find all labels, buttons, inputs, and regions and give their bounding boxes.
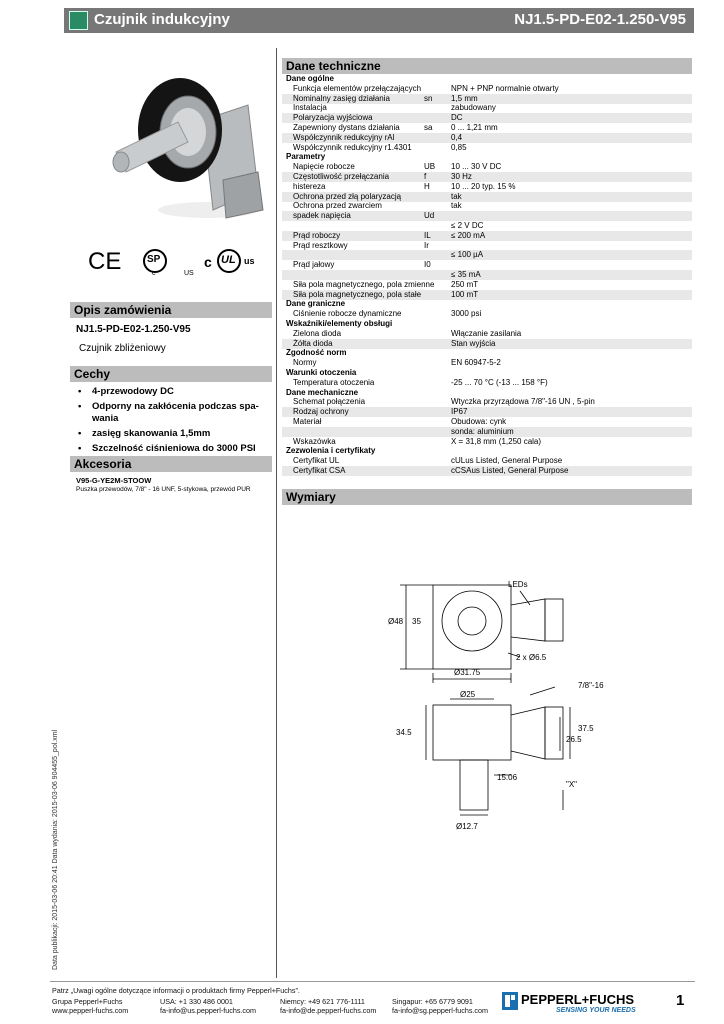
- row-value: 30 Hz: [451, 172, 472, 181]
- dim-label-34-5: 34.5: [396, 728, 412, 737]
- ce-mark-icon: CE: [88, 248, 122, 275]
- table-group-row: [282, 348, 692, 358]
- features-section-header: Cechy: [70, 366, 272, 382]
- table-row: [282, 162, 692, 172]
- table-group-row: [282, 74, 692, 84]
- row-label: Instalacja: [293, 103, 327, 113]
- footer-text: Grupa Pepperl+Fuchs: [52, 997, 123, 1006]
- row-symbol: H: [424, 181, 430, 191]
- row-symbol: IL: [424, 230, 431, 240]
- tech-section-header: Dane techniczne: [282, 58, 692, 74]
- brand-logo-icon: [502, 992, 518, 1010]
- dim-label-d25: Ø25: [460, 690, 476, 699]
- ul-us-label: us: [244, 256, 255, 266]
- order-code: NJ1.5-PD-E02-1.250-V95: [76, 324, 191, 335]
- row-value: 0 ... 1,21 mm: [451, 123, 498, 132]
- dim-label-d12-7: Ø12.7: [456, 822, 478, 831]
- csa-us-label: US: [184, 270, 194, 277]
- footer-text: Singapur: +65 6779 9091: [392, 997, 473, 1006]
- dim-label-leds: LEDs: [508, 580, 528, 589]
- table-row: [282, 103, 692, 113]
- footer-text: Niemcy: +49 621 776-1111: [280, 997, 365, 1006]
- table-row: [282, 329, 692, 339]
- dimension-drawing: [370, 575, 630, 845]
- list-item: • Szczelność ciśnieniowa do 3000 PSI: [76, 443, 277, 455]
- list-item: • 4-przewodowy DC: [76, 386, 277, 398]
- table-group-row: [282, 388, 692, 398]
- table-row: [282, 172, 692, 182]
- row-label: Certyfikat CSA: [293, 466, 346, 475]
- row-value: 1,5 mm: [451, 93, 478, 103]
- table-group-row: [282, 446, 692, 456]
- footer-col-sg: [392, 997, 488, 1015]
- csa-mark-text: SP: [147, 254, 161, 265]
- row-label: Napięcie robocze: [293, 162, 355, 172]
- dim-label-d31-75: Ø31.75: [454, 668, 481, 677]
- group-title: Dane ogólne: [286, 74, 335, 83]
- footer-col-group: [52, 997, 128, 1015]
- footer-col-usa: [160, 997, 256, 1015]
- table-row: [282, 270, 692, 280]
- row-value: IP67: [451, 407, 468, 417]
- row-value: X = 31,8 mm (1,250 cala): [451, 436, 542, 446]
- group-title: Dane mechaniczne: [286, 387, 359, 397]
- ul-c-label: c: [204, 254, 212, 270]
- dim-label-d48: Ø48: [388, 617, 404, 626]
- row-label: Siła pola magnetycznego, pola stałe: [293, 289, 422, 299]
- row-label: spadek napięcia: [293, 211, 351, 221]
- row-label: Zapewniony dystans działania: [293, 123, 400, 132]
- header-bar: [64, 8, 694, 33]
- table-row: [282, 397, 692, 407]
- row-label: Certyfikat UL: [293, 456, 340, 466]
- dim-label-holes: 2 x Ø6.5: [516, 653, 547, 662]
- row-value: 0,4: [451, 132, 463, 142]
- table-row: [282, 378, 692, 388]
- table-row: [282, 407, 692, 417]
- table-group-row: [282, 152, 692, 162]
- footer-link[interactable]: www.pepperl-fuchs.com: [52, 1006, 129, 1015]
- table-row: [282, 94, 692, 104]
- table-row: [282, 339, 692, 349]
- table-row: [282, 427, 692, 437]
- row-value: NPN + PNP normalnie otwarty: [451, 83, 559, 93]
- order-description: Czujnik zbliżeniowy: [79, 343, 166, 354]
- row-label: Żółta dioda: [293, 338, 333, 348]
- footer-text: USA: +1 330 486 0001: [160, 997, 233, 1006]
- table-group-row: [282, 299, 692, 309]
- row-label: Wskazówka: [293, 436, 336, 446]
- product-photo: [108, 60, 268, 220]
- row-value: Obudowa: cynk: [451, 417, 507, 426]
- group-title: Parametry: [286, 152, 326, 162]
- footer-col-de: [280, 997, 376, 1015]
- table-row: [282, 133, 692, 143]
- row-value: tak: [451, 201, 462, 211]
- list-item: • Odporny na zakłócenia podczas spa-wania: [76, 401, 277, 425]
- group-title: Wskaźniki/elementy obsługi: [286, 319, 393, 328]
- row-value: ≤ 35 mA: [451, 270, 481, 279]
- footer-link[interactable]: fa-info@us.pepperl-fuchs.com: [160, 1006, 256, 1015]
- accessory-code: V95-G-YE2M-STOOW: [76, 476, 152, 485]
- row-label: Polaryzacja wyjściowa: [293, 113, 373, 123]
- list-item: • zasięg skanowania 1,5mm: [76, 428, 277, 440]
- row-label: Ochrona przed złą polaryzacją: [293, 191, 402, 201]
- row-value: ≤ 2 V DC: [451, 221, 484, 230]
- row-value: Włączanie zasilania: [451, 328, 522, 338]
- row-label: Częstotliwość przełączania: [293, 172, 390, 181]
- table-row: [282, 456, 692, 466]
- row-value: DC: [451, 113, 463, 123]
- dim-label-37-5: 37.5: [578, 724, 594, 733]
- page-title: Czujnik indukcyjny: [94, 11, 230, 28]
- table-row: [282, 358, 692, 368]
- header-square-icon: [69, 11, 88, 30]
- row-value: -25 ... 70 °C (-13 ... 158 °F): [451, 377, 548, 387]
- table-group-row: [282, 319, 692, 329]
- row-symbol: sn: [424, 93, 433, 103]
- row-label: Zielona dioda: [293, 328, 342, 338]
- row-label: Siła pola magnetycznego, pola zmienne: [293, 279, 435, 289]
- row-symbol: f: [424, 172, 427, 181]
- row-value: zabudowany: [451, 103, 496, 113]
- table-row: [282, 241, 692, 251]
- dimensions-section-header: Wymiary: [282, 489, 692, 505]
- dim-label-26-5: 26.5: [566, 735, 582, 744]
- table-row: [282, 143, 692, 153]
- row-value: ≤ 200 mA: [451, 230, 486, 240]
- row-label: Ochrona przed zwarciem: [293, 201, 382, 211]
- table-row: [282, 182, 692, 192]
- row-symbol: I0: [424, 260, 431, 270]
- table-row: [282, 250, 692, 260]
- table-row: [282, 231, 692, 241]
- row-value: cCSAus Listed, General Purpose: [451, 466, 569, 475]
- row-label: Prąd roboczy: [293, 230, 341, 240]
- dim-label-35: 35: [412, 617, 421, 626]
- row-value: Wtyczka przyrządowa 7/8"-16 UN , 5-pin: [451, 397, 595, 407]
- order-section-header: Opis zamówienia: [70, 302, 272, 318]
- row-symbol: Ir: [424, 240, 429, 250]
- row-label: Normy: [293, 358, 317, 368]
- row-label: Współczynnik redukcyjny r1.4301: [293, 142, 412, 152]
- dim-label-15-06: 15.06: [497, 773, 518, 782]
- brand-name: PEPPERL+FUCHS: [521, 992, 635, 1007]
- features-list: [76, 386, 277, 455]
- row-label: Prąd jałowy: [293, 260, 335, 270]
- row-label: Schemat połączenia: [293, 397, 366, 407]
- row-label: Prąd resztkowy: [293, 240, 348, 250]
- accessory-description: Puszka przewodów, 7/8" - 16 UNF, 5-stykowa, przewód PUR: [76, 486, 251, 493]
- row-label: histereza: [293, 181, 326, 191]
- brand-slogan: SENSING YOUR NEEDS: [556, 1007, 636, 1014]
- table-row: [282, 290, 692, 300]
- table-row: [282, 466, 692, 476]
- row-value: 250 mT: [451, 279, 479, 289]
- row-symbol: UB: [424, 162, 436, 172]
- row-value: sonda: aluminium: [451, 426, 514, 436]
- row-value: ≤ 100 µA: [451, 250, 484, 260]
- footer-link[interactable]: fa-info@sg.pepperl-fuchs.com: [392, 1006, 488, 1015]
- row-value: Stan wyjścia: [451, 338, 496, 348]
- row-symbol: Ud: [424, 211, 435, 221]
- table-row: [282, 221, 692, 231]
- table-group-row: [282, 368, 692, 378]
- footer-rule: [50, 981, 695, 982]
- row-label: Materiał: [293, 417, 322, 426]
- footer-link[interactable]: fa-info@de.pepperl-fuchs.com: [280, 1006, 377, 1015]
- csa-c-label: c: [152, 270, 156, 277]
- dim-label-x: "X": [566, 780, 578, 789]
- table-row: [282, 123, 692, 133]
- row-value: EN 60947-5-2: [451, 358, 501, 368]
- row-value: 100 mT: [451, 289, 479, 299]
- table-row: [282, 192, 692, 202]
- table-row: [282, 84, 692, 94]
- row-value: 3000 psi: [451, 309, 482, 319]
- table-row: [282, 417, 692, 427]
- group-title: Zgodność norm: [286, 348, 347, 358]
- product-code: NJ1.5-PD-E02-1.250-V95: [514, 11, 686, 28]
- table-row: [282, 309, 692, 319]
- row-value: 10 ... 30 V DC: [451, 162, 502, 172]
- group-title: Zezwolenia i certyfikaty: [286, 446, 376, 456]
- certification-marks: [88, 248, 268, 278]
- row-label: Ciśnienie robocze dynamiczne: [293, 309, 402, 319]
- row-value: 10 ... 20 typ. 15 %: [451, 181, 516, 191]
- accessories-section-header: Akcesoria: [70, 456, 272, 472]
- publication-note: Data publikacji: 2015-03-06 20:41 Data wydania: 2015-03-06 904455_pol.xml: [52, 729, 59, 970]
- row-value: cULus Listed, General Purpose: [451, 456, 563, 466]
- dim-label-thread: 7/8"-16: [578, 681, 604, 690]
- column-divider: [276, 48, 277, 978]
- row-label: Rodzaj ochrony: [293, 407, 349, 417]
- table-row: [282, 437, 692, 447]
- row-value: 0,85: [451, 142, 467, 152]
- table-row: [282, 201, 692, 211]
- table-row: [282, 211, 692, 221]
- group-title: Dane graniczne: [286, 299, 346, 309]
- row-label: Współczynnik redukcyjny rAl: [293, 132, 395, 142]
- ul-mark-text: UL: [221, 254, 236, 266]
- group-title: Warunki otoczenia: [286, 368, 357, 377]
- row-value: tak: [451, 191, 462, 201]
- page-number: 1: [676, 992, 685, 1009]
- table-row: [282, 260, 692, 270]
- row-label: Nominalny zasięg działania: [293, 93, 390, 103]
- table-row: [282, 113, 692, 123]
- table-row: [282, 280, 692, 290]
- row-label: Funkcja elementów przełączających: [293, 83, 422, 93]
- row-label: Temperatura otoczenia: [293, 377, 375, 387]
- footer-note: Patrz „Uwagi ogólne dotyczące informacji o produktach firmy Pepperl+Fuchs”.: [52, 986, 300, 995]
- row-symbol: sa: [424, 123, 433, 132]
